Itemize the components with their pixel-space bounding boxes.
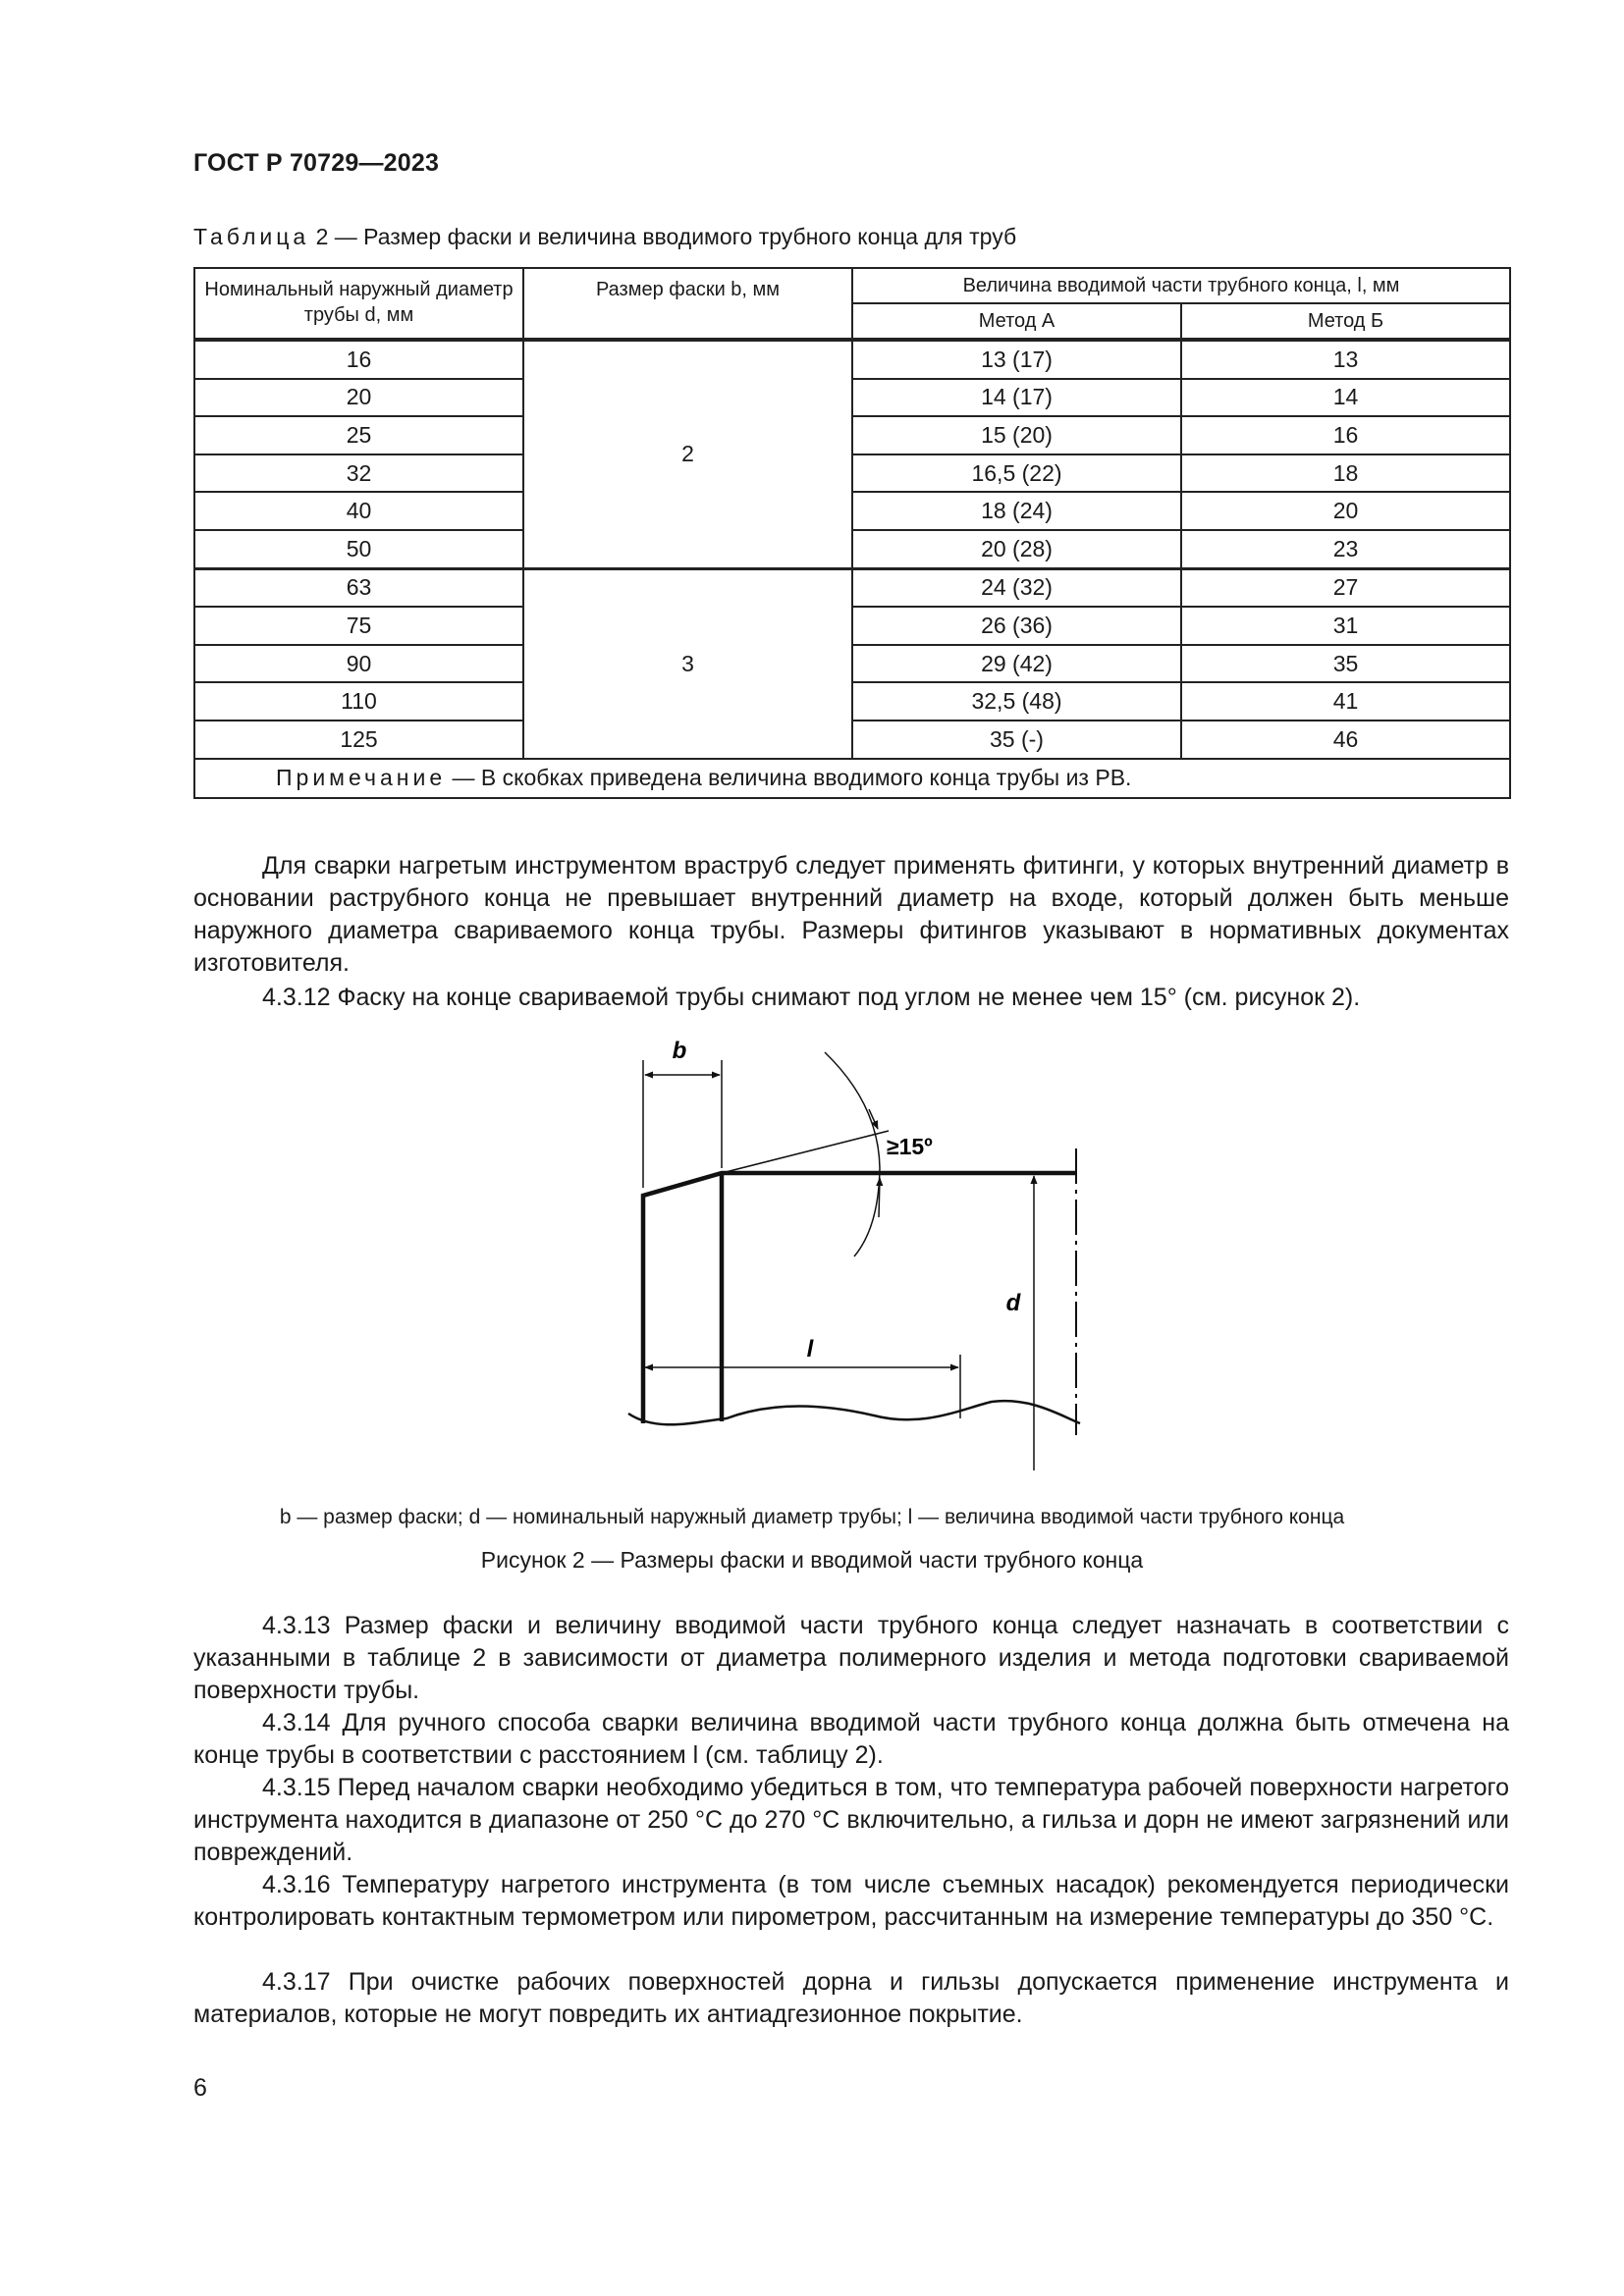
label-l: l: [806, 1336, 814, 1362]
break-line: [628, 1401, 1080, 1424]
table-note-row: [194, 759, 1510, 798]
cell-method-b: 14: [1181, 379, 1510, 417]
cell-diameter: 40: [194, 492, 523, 530]
cell-method-b: 20: [1181, 492, 1510, 530]
cell-diameter: 50: [194, 530, 523, 568]
figure-caption: Рисунок 2 — Размеры фаски и вводимой части трубного конца: [480, 1547, 1144, 1573]
col-header-insert-length: Величина вводимой части трубного конца, l, мм: [852, 268, 1510, 303]
col-header-method-a: Метод А: [852, 303, 1181, 340]
table-note-label: Примечание: [276, 765, 447, 791]
table-note-text: — В скобках приведена величина вводимого конца трубы из РВ.: [446, 765, 1132, 791]
angle-arrow-bottom: [879, 1178, 880, 1217]
figure-legend: b — размер фаски; d — номинальный наружный диаметр трубы; l — величина вводимой части трубного конца: [279, 1506, 1345, 1528]
table-row: [194, 530, 1510, 568]
paragraph-4-3-13: 4.3.13 Размер фаски и величину вводимой части трубного конца следует назначать в соответствии с указанными в таблице 2 в зависимости от диаметра полимерного изделия и метода подготовки свариваемой поверхности трубы.: [193, 1612, 1509, 1704]
cell-diameter: 32: [194, 454, 523, 493]
angle-arc: [825, 1052, 880, 1256]
chamfer-figure: [589, 1031, 1139, 1482]
cell-method-a: 26 (36): [852, 607, 1181, 645]
cell-chamfer: 2: [523, 340, 852, 568]
table-row: [194, 721, 1510, 759]
table-row: [194, 682, 1510, 721]
paragraph-4-3-16: 4.3.16 Температуру нагретого инструмента (в том числе съемных насадок) рекомендуется периодически контролировать контактным термометром или пирометром, рассчитанным на измерение температуры до 350 °C.: [193, 1871, 1509, 1931]
cell-method-b: 46: [1181, 721, 1510, 759]
cell-diameter: 75: [194, 607, 523, 645]
cell-method-b: 41: [1181, 682, 1510, 721]
cell-method-a: 20 (28): [852, 530, 1181, 568]
cell-method-b: 35: [1181, 645, 1510, 683]
cell-method-b: 23: [1181, 530, 1510, 568]
table-caption-text: 2 — Размер фаски и величина вводимого трубного конца для труб: [309, 224, 1017, 249]
cell-method-b: 16: [1181, 416, 1510, 454]
table-row: [194, 568, 1510, 607]
table-note: [194, 759, 1510, 798]
cell-method-a: 35 (-): [852, 721, 1181, 759]
paragraph-4-3-12: 4.3.12 Фаску на конце свариваемой трубы снимают под углом не менее чем 15° (см. рисунок 2).: [262, 984, 1361, 1011]
cell-diameter: 20: [194, 379, 523, 417]
document-code-header: ГОСТ Р 70729—2023: [193, 149, 440, 177]
cell-diameter: 110: [194, 682, 523, 721]
table-caption-prefix: Таблица: [193, 224, 310, 249]
cell-diameter: 25: [194, 416, 523, 454]
cell-diameter: 125: [194, 721, 523, 759]
angle-reference-line: [722, 1131, 889, 1173]
cell-method-a: 29 (42): [852, 645, 1181, 683]
chamfer-table: [193, 267, 1511, 799]
paragraph-fittings: Для сварки нагретым инструментом враструб следует применять фитинги, у которых внутренний диаметр в основании раструбного конца не превышает внутренний диаметр на входе, который должен быть меньше наружного диаметра свариваемого конца трубы. Размеры фитингов указывают в нормативных документах изготовителя.: [193, 852, 1509, 977]
cell-method-a: 14 (17): [852, 379, 1181, 417]
cell-method-b: 13: [1181, 340, 1510, 379]
cell-method-a: 13 (17): [852, 340, 1181, 379]
cell-diameter: 90: [194, 645, 523, 683]
paragraph-4-3-14: 4.3.14 Для ручного способа сварки величина вводимой части трубного конца должна быть отмечена на конце трубы в соответствии с расстоянием l (см. таблицу 2).: [193, 1709, 1509, 1769]
cell-diameter: 16: [194, 340, 523, 379]
table-row: [194, 645, 1510, 683]
cell-method-b: 18: [1181, 454, 1510, 493]
table-row: [194, 340, 1510, 379]
table-caption: [193, 224, 1016, 250]
cell-method-b: 31: [1181, 607, 1510, 645]
cell-method-a: 24 (32): [852, 568, 1181, 607]
label-d: d: [1005, 1290, 1021, 1316]
col-header-chamfer: Размер фаски b, мм: [523, 268, 852, 340]
paragraph-4-3-15: 4.3.15 Перед началом сварки необходимо убедиться в том, что температура рабочей поверхности нагретого инструмента находится в диапазоне от 250 °C до 270 °C включительно, а гильза и дорн не имеют загрязнений или повреждений.: [193, 1774, 1509, 1866]
cell-chamfer: 3: [523, 568, 852, 758]
table-row: [194, 379, 1510, 417]
cell-method-a: 16,5 (22): [852, 454, 1181, 493]
table-row: [194, 492, 1510, 530]
table-row: [194, 416, 1510, 454]
cell-method-a: 15 (20): [852, 416, 1181, 454]
table-row: [194, 454, 1510, 493]
label-angle: ≥15º: [887, 1134, 933, 1159]
cell-method-b: 27: [1181, 568, 1510, 607]
col-header-diameter: Номинальный наружный диаметр трубы d, мм: [194, 268, 523, 340]
cell-method-a: 18 (24): [852, 492, 1181, 530]
paragraph-4-3-17: 4.3.17 При очистке рабочих поверхностей дорна и гильзы допускается применение инструмента и материалов, которые не могут повредить их антиадгезионное покрытие.: [193, 1968, 1509, 2028]
col-header-method-b: Метод Б: [1181, 303, 1510, 340]
cell-method-a: 32,5 (48): [852, 682, 1181, 721]
page-number: 6: [193, 2074, 207, 2102]
label-b: b: [672, 1038, 687, 1064]
table-row: [194, 607, 1510, 645]
cell-diameter: 63: [194, 568, 523, 607]
